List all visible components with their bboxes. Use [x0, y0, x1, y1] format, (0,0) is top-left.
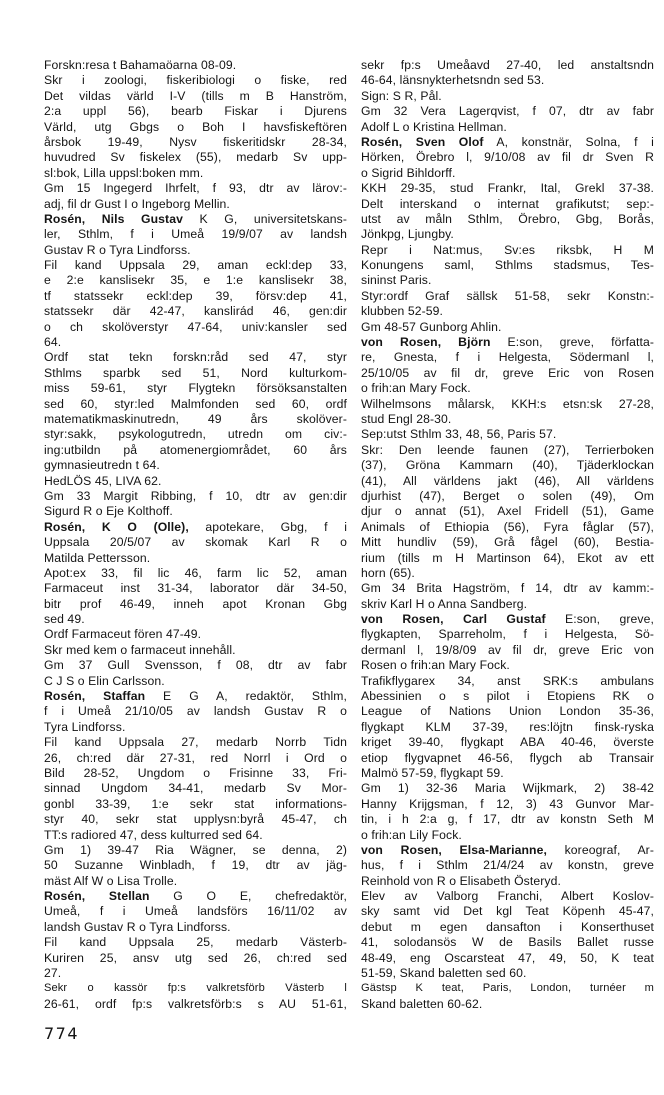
text-line — [361, 935, 654, 950]
text-line — [44, 366, 347, 381]
entry-headword: Rosén, Staffan — [44, 689, 146, 704]
line-text: o frih:an Mary Fock. — [361, 381, 471, 396]
text-line — [361, 535, 654, 550]
text-line — [361, 58, 654, 73]
text-line — [361, 150, 654, 165]
line-text: Gm 48-57 Gunborg Ahlin. — [361, 319, 502, 334]
line-text: League of Nations Union London 35-36, — [361, 704, 654, 719]
entry-headword-line — [44, 520, 347, 535]
line-text: Rosen o frih:an Mary Fock. — [361, 658, 510, 673]
text-line — [44, 489, 347, 504]
line-text: Animals of Ethiopia (56), Fyra fåglar (57), — [361, 519, 654, 534]
line-text: sl:bok, Lilla uppsl:boken mm. — [44, 165, 204, 180]
text-line — [44, 828, 347, 843]
line-text: E G A, redaktör, Sthlm, — [145, 689, 347, 704]
text-line — [44, 920, 347, 935]
text-line — [44, 58, 347, 73]
text-line — [361, 504, 654, 519]
text-line — [361, 412, 654, 427]
text-line — [44, 874, 347, 889]
line-text: apotekare, Gbg, f i — [188, 519, 347, 534]
text-line — [44, 766, 347, 781]
line-text: mäst Alf W o Lisa Trolle. — [44, 873, 178, 888]
text-line — [361, 627, 654, 642]
line-text: TT:s radiored 47, dess kulturred sed 64. — [44, 827, 263, 842]
text-line — [361, 689, 654, 704]
text-line — [361, 889, 654, 904]
text-line — [361, 73, 654, 88]
text-line — [361, 904, 654, 919]
line-text: Kuriren 25, ansv utg sed 26, ch:red sed — [44, 950, 347, 965]
line-text: Sign: S R, Pål. — [361, 88, 442, 103]
line-text: 50 Suzanne Winbladh, f 19, dtr av jäg- — [44, 858, 347, 873]
text-line — [44, 627, 347, 642]
line-text: gymnasieutredn t 64. — [44, 458, 160, 473]
text-line — [44, 997, 347, 1012]
line-text: Umeå, f i Umeå landsförs 16/11/02 av — [44, 904, 347, 919]
text-line — [361, 227, 654, 242]
line-text: o Sigrid Bihldorff. — [361, 165, 456, 180]
line-text: re, Gnesta, f i Helgesta, Södermanl l, — [361, 350, 654, 365]
line-text: etiop flygvapnet 46-56, flygch ab Transair — [361, 750, 654, 765]
line-text: kriget 39-40, flygkapt ABA 40-46, överste — [361, 735, 654, 750]
line-text: stud Engl 28-30. — [361, 411, 452, 426]
line-text: dermanl l, 19/8/09 av fil dr, greve Eric von — [361, 642, 654, 657]
text-line — [44, 320, 347, 335]
text-line — [44, 935, 347, 950]
line-text: Trafikflygarex 34, anst SRK:s ambulans — [361, 673, 654, 688]
text-line — [44, 812, 347, 827]
text-line — [361, 581, 654, 596]
text-line — [361, 597, 654, 612]
entry-headword: Rosén, Sven Olof — [361, 134, 484, 149]
text-line — [361, 781, 654, 796]
entry-headword: von Rosen, Elsa-Marianne, — [361, 842, 547, 857]
right-column — [361, 58, 654, 1012]
entry-headword-line — [44, 212, 347, 227]
line-text: rium (tills m H Martinson 64), Ekot av ett — [361, 550, 654, 565]
entry-headword-line — [361, 843, 654, 858]
text-line — [44, 335, 347, 350]
text-line — [44, 73, 347, 88]
text-line — [361, 320, 654, 335]
text-line — [44, 674, 347, 689]
line-text: Fil kand Uppsala 29, aman eckl:dep 33, — [44, 258, 347, 273]
text-line — [44, 720, 347, 735]
text-line — [44, 443, 347, 458]
line-text: sky samt vid Det kgl Teat Köpenh 45-47, — [361, 904, 654, 919]
line-text: Gm 1) 32-36 Maria Wijkmark, 2) 38-42 — [361, 781, 654, 796]
line-text: 2:a uppl 56), bearb Fiskar i Djurens — [44, 104, 347, 119]
text-line — [361, 304, 654, 319]
text-line — [44, 135, 347, 150]
line-text: sekr fp:s Umeåavd 27-40, led anstaltsndn — [361, 58, 654, 72]
line-text: Reinhold von R o Elisabeth Österyd. — [361, 873, 561, 888]
line-text: Adolf L o Kristina Hellman. — [361, 119, 507, 134]
line-text: bitr prof 46-49, inneh apot Kronan Gbg — [44, 596, 347, 611]
line-text: årsbok 19-49, Nysv fiskeritidskr 28-34, — [44, 134, 347, 149]
text-line — [361, 812, 654, 827]
line-text: Gästsp K teat, Paris, London, turnéer m — [361, 982, 654, 995]
line-text: E:son, greve, — [545, 612, 654, 627]
line-text: Gm 37 Gull Svensson, f 08, dtr av fabr — [44, 658, 347, 673]
text-line — [361, 658, 654, 673]
line-text: Ordf Farmaceut fören 47-49. — [44, 627, 202, 642]
line-text: Abessinien o s pilot i Etopiens RK o — [361, 689, 654, 704]
line-text: f i Umeå 21/10/05 av landsh Gustav R o — [44, 704, 347, 719]
line-text: Konungens saml, Sthlms stadsmus, Tes- — [361, 258, 654, 273]
line-text: Skr: Den leende faunen (27), Terrierboken — [361, 442, 654, 457]
text-line — [44, 243, 347, 258]
line-text: 48-49, eng Oscarsteat 47, 49, 50, K teat — [361, 950, 654, 965]
text-line — [361, 212, 654, 227]
left-column — [44, 58, 347, 1012]
line-text: Tyra Lindforss. — [44, 719, 126, 734]
text-line — [44, 966, 347, 981]
line-text: Fil kand Uppsala 27, medarb Norrb Tidn — [44, 735, 347, 750]
line-text: hus, f i Sthlm 21/4/24 av konstn, greve — [361, 858, 654, 873]
text-line — [44, 181, 347, 196]
text-line — [361, 458, 654, 473]
text-line — [361, 966, 654, 981]
page-number: 774 — [44, 1024, 80, 1043]
text-line — [44, 427, 347, 442]
text-line — [44, 104, 347, 119]
text-line — [44, 581, 347, 596]
line-text: Värld, utg Gbgs o Boh I havsfiskeftören — [44, 119, 347, 134]
entry-headword-line — [361, 612, 654, 627]
text-line — [44, 797, 347, 812]
text-line — [44, 566, 347, 581]
line-text: Wilhelmsons målarsk, KKH:s etsn:sk 27-28, — [361, 396, 654, 411]
line-text: 41, solodansös W de Basils Ballet russe — [361, 935, 654, 950]
line-text: HedLÖS 45, LIVA 62. — [44, 473, 162, 488]
line-text: Gustav R o Tyra Lindforss. — [44, 242, 191, 257]
text-line — [44, 397, 347, 412]
line-text: sed 60, styr:led Malmfonden sed 60, ordf — [44, 396, 347, 411]
line-text: A, konstnär, Solna, f i — [483, 134, 654, 149]
text-line — [44, 612, 347, 627]
text-line — [361, 381, 654, 396]
line-text: Uppsala 20/5/07 av skomak Karl R o — [44, 535, 347, 550]
line-text: 27. — [44, 966, 62, 981]
line-text: sininst Paris. — [361, 273, 432, 288]
text-line — [361, 751, 654, 766]
line-text: Malmö 57-59, flygkapt 59. — [361, 765, 504, 780]
line-text: Sigurd R o Eje Kolthoff. — [44, 504, 173, 519]
line-text: debut m egen dansafton i Konserthuset — [361, 919, 654, 934]
line-text: flygkapt KLM 37-39, res:löjtn finsk-ryska — [361, 719, 654, 734]
text-line — [361, 474, 654, 489]
entry-headword-line — [44, 889, 347, 904]
text-line — [361, 520, 654, 535]
line-text: Sthlms sparbk sed 51, Nord kulturkom- — [44, 365, 347, 380]
entry-headword: von Rosen, Björn — [361, 335, 491, 350]
line-text: (41), All världens jakt (46), All världens — [361, 473, 654, 488]
text-line — [361, 120, 654, 135]
text-line — [361, 566, 654, 581]
text-line — [44, 273, 347, 288]
line-text: KKH 29-35, stud Frankr, Ital, Grekl 37-38. — [361, 181, 654, 196]
line-text: Gm 34 Brita Hagström, f 14, dtr av kamm:- — [361, 581, 654, 596]
line-text: tin, i h 2:a g, f 17, dtr av konstn Seth M — [361, 812, 654, 827]
text-line — [361, 997, 654, 1012]
line-text: statssekr där 42-47, kanslirád 46, gen:dir — [44, 304, 347, 319]
line-text: K G, universitetskans- — [182, 211, 347, 226]
entry-headword: Rosén, Nils Gustav — [44, 211, 183, 226]
text-line — [44, 843, 347, 858]
text-line — [361, 289, 654, 304]
text-line — [44, 504, 347, 519]
text-line — [361, 258, 654, 273]
line-text: Apot:ex 33, fil lic 46, farm lic 52, aman — [44, 565, 347, 580]
text-line — [44, 981, 347, 996]
entry-headword-line — [361, 135, 654, 150]
line-text: Ordf stat tekn forskn:råd sed 47, styr — [44, 350, 347, 365]
line-text: Gm 1) 39-47 Ria Wägner, se denna, 2) — [44, 842, 347, 857]
line-text: Skr med kem o farmaceut innehåll. — [44, 642, 236, 657]
line-text: o ch skolöverstyr 47-64, univ:kansler sed — [44, 319, 347, 334]
text-line — [44, 551, 347, 566]
line-text: Hörken, Örebro l, 9/10/08 av fil dr Sven R — [361, 150, 654, 165]
line-text: Det vildas värld I-V (tills m B Hanström, — [44, 88, 347, 103]
line-text: 46-64, länsnykterhetsndn sed 53. — [361, 73, 545, 88]
line-text: 26-61, ordf fp:s valkretsförb:s s AU 51-61, — [44, 996, 347, 1011]
line-text: Bild 28-52, Ungdom o Frisinne 33, Fri- — [44, 765, 347, 780]
line-text: Delt interskand o internat grafikutst; sep:- — [361, 196, 654, 211]
text-line — [361, 735, 654, 750]
text-line — [361, 674, 654, 689]
line-text: Forskn:resa t Bahamaöarna 08-09. — [44, 58, 237, 72]
text-line — [361, 89, 654, 104]
text-line — [44, 781, 347, 796]
entry-headword-line — [361, 335, 654, 350]
text-line — [44, 751, 347, 766]
line-text: 26, ch:red där 27-31, red Norrl i Ord o — [44, 750, 347, 765]
text-line — [361, 551, 654, 566]
text-line — [44, 166, 347, 181]
line-text: Sep:utst Sthlm 33, 48, 56, Paris 57. — [361, 427, 557, 442]
text-line — [44, 735, 347, 750]
line-text: ler, Sthlm, f i Umeå 19/9/07 av landsh — [44, 227, 347, 242]
line-text: e 2:e kanslisekr 35, e 1:e kanslisekr 38, — [44, 273, 347, 288]
line-text: horn (65). — [361, 565, 415, 580]
line-text: styr 40, sekr stat upplysn:byrå 45-47, ch — [44, 812, 347, 827]
line-text: Skand baletten 60-62. — [361, 996, 483, 1011]
text-line — [361, 166, 654, 181]
line-text: koreograf, Ar- — [546, 842, 654, 857]
line-text: Gm 32 Vera Lagerqvist, f 07, dtr av fabr — [361, 104, 654, 119]
text-line — [361, 181, 654, 196]
line-text: Fil kand Uppsala 25, medarb Västerb- — [44, 935, 347, 950]
line-text: tf statssekr eckl:dep 39, försv:dep 41, — [44, 288, 347, 303]
text-line — [44, 258, 347, 273]
line-text: Jönkpg, Ljungby. — [361, 227, 454, 242]
text-line — [44, 858, 347, 873]
line-text: (37), Gröna Kammarn (40), Tjäderklockan — [361, 458, 654, 473]
text-line — [361, 858, 654, 873]
text-line — [361, 828, 654, 843]
text-line — [44, 197, 347, 212]
text-line — [361, 766, 654, 781]
text-line — [44, 458, 347, 473]
text-line — [361, 427, 654, 442]
text-line — [44, 597, 347, 612]
text-line — [44, 704, 347, 719]
line-text: djur o annat (51), Axel Fridell (51), Game — [361, 504, 654, 519]
line-text: o frih:an Lily Fock. — [361, 827, 462, 842]
entry-headword: Rosén, K O (Olle), — [44, 519, 189, 534]
line-text: C J S o Elin Carlsson. — [44, 673, 165, 688]
line-text: gonbl 33-39, 1:e sekr stat informations- — [44, 796, 347, 811]
text-line — [44, 951, 347, 966]
line-text: Elev av Valborg Franchi, Albert Koslov- — [361, 889, 654, 904]
text-line — [44, 304, 347, 319]
line-text: skriv Karl H o Anna Sandberg. — [361, 596, 528, 611]
line-text: landsh Gustav R o Tyra Lindforss. — [44, 919, 231, 934]
text-line — [361, 720, 654, 735]
text-line — [44, 227, 347, 242]
line-text: 25/10/05 av fil dr, greve Eric von Rosen — [361, 365, 654, 380]
line-text: adj, fil dr Gust I o Ingeborg Mellin. — [44, 196, 230, 211]
text-line — [44, 350, 347, 365]
line-text: miss 59-61, styr Flygtekn försöksanstalten — [44, 381, 347, 396]
line-text: ing:utbildn på atomenergiområdet, 60 års — [44, 442, 347, 457]
text-line — [361, 489, 654, 504]
text-line — [361, 920, 654, 935]
line-text: matematikmaskinutredn, 49 års skolöver- — [44, 411, 347, 426]
line-text: Gm 15 Ingegerd Ihrfelt, f 93, dtr av lärov:- — [44, 181, 347, 196]
line-text: Matilda Pettersson. — [44, 550, 151, 565]
text-line — [44, 289, 347, 304]
text-line — [361, 704, 654, 719]
line-text: huvudred Sv fiskelex (55), medarb Sv upp- — [44, 150, 347, 165]
line-text: Hanny Krijgsman, f 12, 3) 43 Gunvor Mar- — [361, 796, 654, 811]
text-line — [44, 535, 347, 550]
text-line — [361, 981, 654, 996]
line-text: utst av måln Sthlm, Örebro, Gbg, Borås, — [361, 211, 654, 226]
text-line — [361, 643, 654, 658]
line-text: flygkapten, Sparreholm, f i Helgesta, Sö- — [361, 627, 654, 642]
line-text: sed 49. — [44, 612, 85, 627]
line-text: sinnad Ungdom 34-41, medarb Sv Mor- — [44, 781, 347, 796]
text-line — [44, 474, 347, 489]
text-line — [44, 89, 347, 104]
line-text: Sekr o kassör fp:s valkretsförb Västerb l — [44, 982, 347, 995]
text-line — [361, 350, 654, 365]
line-text: E:son, greve, författa- — [490, 335, 654, 350]
text-line — [361, 104, 654, 119]
text-line — [361, 874, 654, 889]
line-text: Repr i Nat:mus, Sv:es riksbk, H M — [361, 242, 654, 257]
entry-headword: von Rosen, Carl Gustaf — [361, 612, 546, 627]
entry-headword-line — [44, 689, 347, 704]
text-line — [44, 658, 347, 673]
line-text: styr:sakk, psykologutredn, utredn om civ:- — [44, 427, 347, 442]
line-text: Gm 33 Margit Ribbing, f 10, dtr av gen:dir — [44, 488, 347, 503]
text-line — [361, 951, 654, 966]
text-line — [361, 797, 654, 812]
text-line — [361, 366, 654, 381]
entry-headword: Rosén, Stellan — [44, 889, 150, 904]
text-line — [44, 381, 347, 396]
text-line — [361, 197, 654, 212]
line-text: 64. — [44, 335, 62, 350]
line-text: djurhist (47), Berget o solen (49), Om — [361, 488, 654, 503]
text-line — [44, 412, 347, 427]
line-text: Styr:ordf Graf sällsk 51-58, sekr Konstn:- — [361, 288, 654, 303]
text-line — [44, 120, 347, 135]
line-text: G O E, chefredaktör, — [149, 889, 347, 904]
text-line — [361, 443, 654, 458]
text-line — [44, 643, 347, 658]
text-line — [361, 273, 654, 288]
text-line — [361, 243, 654, 258]
line-text: Farmaceut inst 31-34, laborator där 34-50, — [44, 581, 347, 596]
text-line — [361, 397, 654, 412]
line-text: klubben 52-59. — [361, 304, 444, 319]
line-text: Skr i zoologi, fiskeribiologi o fiske, red — [44, 73, 347, 88]
text-line — [44, 904, 347, 919]
text-line — [44, 150, 347, 165]
line-text: 51-59, Skand baletten sed 60. — [361, 966, 527, 981]
line-text: Mitt hundliv (59), Grå fågel (60), Bestia- — [361, 535, 654, 550]
